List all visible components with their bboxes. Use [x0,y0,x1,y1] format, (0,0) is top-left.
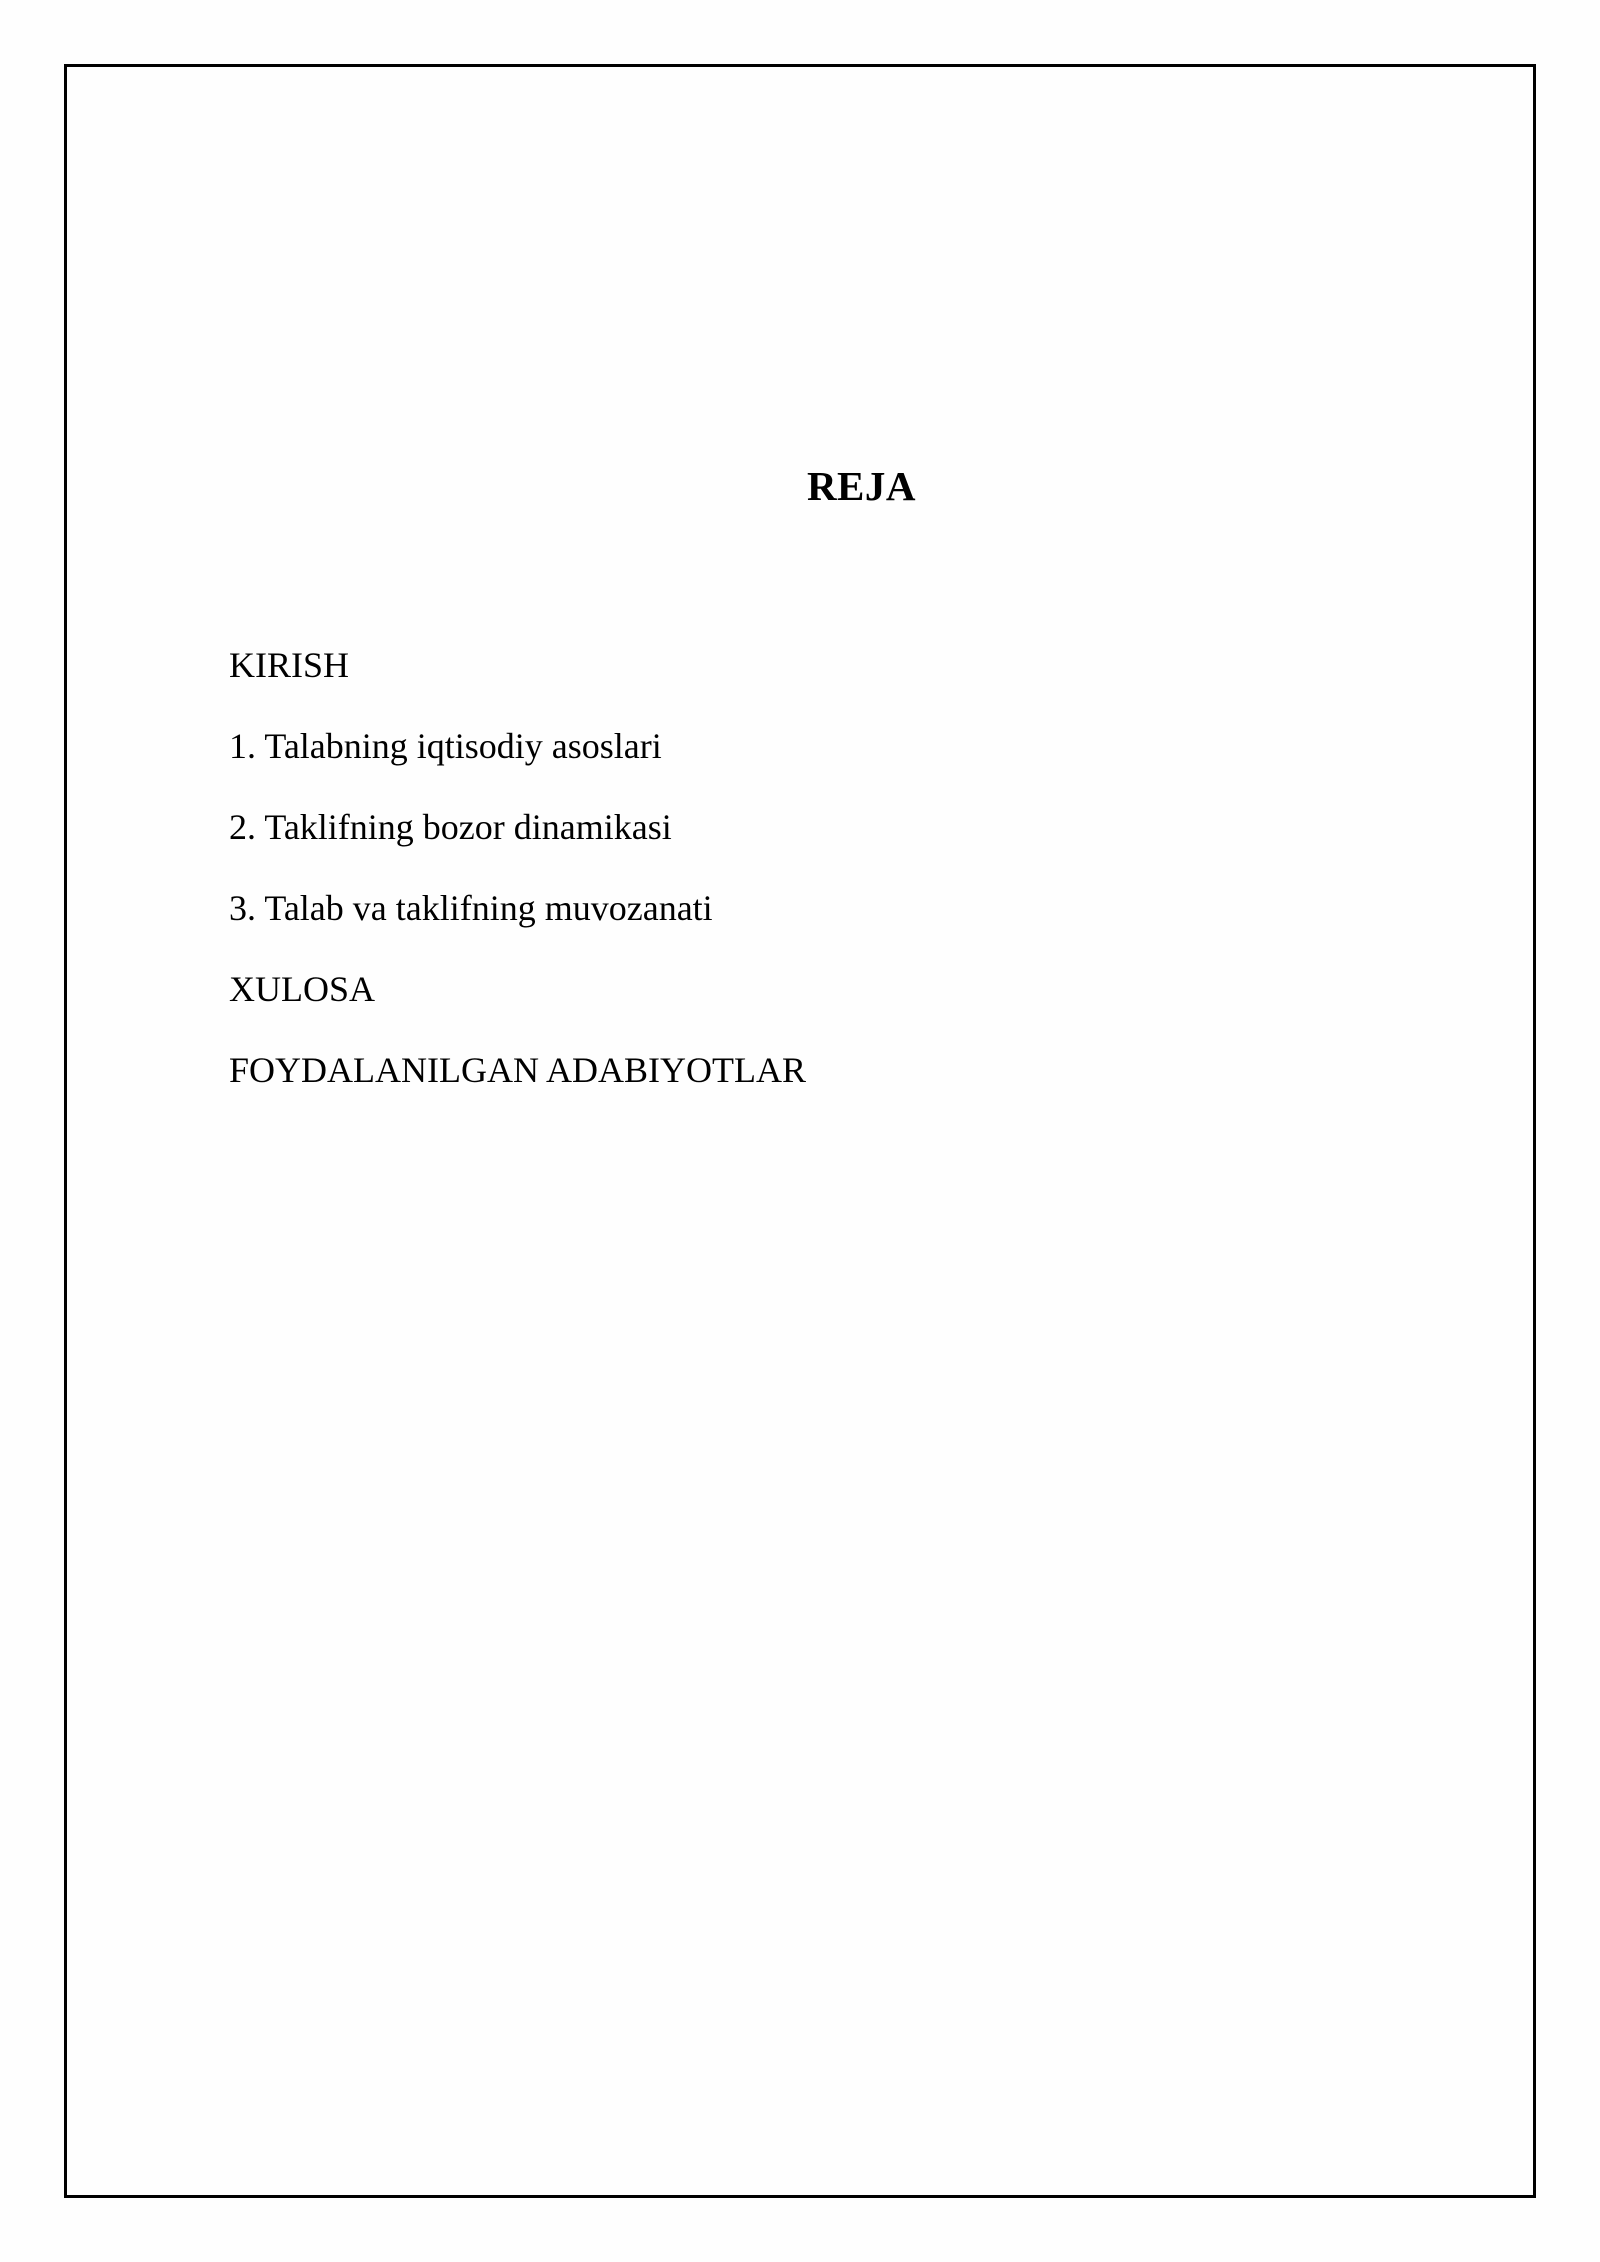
plan-list [229,642,806,1128]
plan-item-section-3: 3. Talab va taklifning muvozanati [229,888,713,928]
plan-item-section-2: 2. Taklifning bozor dinamikasi [229,807,672,847]
plan-item-conclusion: XULOSA [229,969,376,1009]
plan-item-introduction: KIRISH [229,645,350,685]
plan-item-references: FOYDALANILGAN ADABIYOTLAR [229,1050,806,1090]
page-border-frame [64,64,1536,2198]
page-title: REJA [806,463,917,509]
plan-item-section-1: 1. Talabning iqtisodiy asoslari [229,726,662,766]
